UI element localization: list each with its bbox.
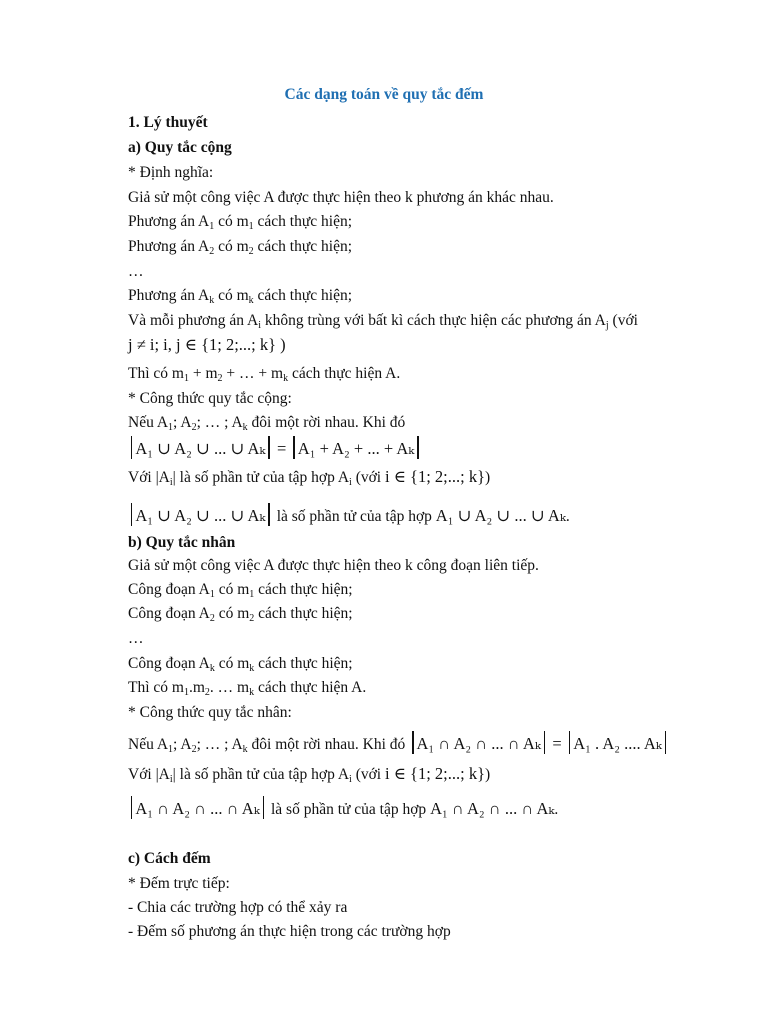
addition-intro: Giả sử một công việc A được thực hiện theo k phương án khác nhau. [128, 189, 554, 206]
multiplication-formula-label: * Công thức quy tắc nhân: [128, 704, 292, 721]
option-line-2: Phương án $A_2$ có $m_2$ cách thực hiện; [128, 238, 352, 257]
multiplication-rule-heading: b) Quy tắc nhân [128, 534, 236, 551]
option-line-k: Phương án $A_k$ có $m_k$ cách thực hiện; [128, 287, 352, 306]
option-line-1: Phương án $A_1$ có $m_1$ cách thực hiện; [128, 213, 352, 232]
counting-step-2: - Đếm số phương án thực hiện trong các trường hợp [128, 923, 451, 940]
addition-formula: A₁ ∪ A₂ ∪ ... ∪ Aₖ = A₁ + A₂ + ... + Aₖ [128, 436, 422, 459]
counting-method-heading: c) Cách đếm [128, 850, 211, 867]
multiplication-intro: Giả sử một công việc A được thực hiện theo k công đoạn liên tiếp. [128, 557, 539, 574]
stage-line-1: Công đoạn $A_1$ có $m_1$ cách thực hiện; [128, 581, 353, 600]
addition-union-count: A₁ ∪ A₂ ∪ ... ∪ Aₖ là số phần tử của tập hợp A₁ ∪ A₂ ∪ ... ∪ Aₖ. [128, 503, 570, 527]
section-theory-heading: 1. Lý thuyết [128, 114, 208, 131]
multiplication-intersection-count: A₁ ∩ A₂ ∩ ... ∩ Aₖ là số phần tử của tập hợp A₁ ∩ A₂ ∩ ... ∩ Aₖ. [128, 796, 558, 820]
condition-line: Và mỗi phương án $A_i$ không trùng với bất kì cách thực hiện các phương án $A_j$ (với [128, 312, 638, 331]
ellipsis-line: … [128, 263, 144, 280]
counting-step-1: - Chia các trường hợp có thể xảy ra [128, 899, 348, 916]
direct-count-label: * Đếm trực tiếp: [128, 875, 230, 892]
addition-total: Thì có $m_1 + m_2$ + … + $m_k$ cách thực hiện A. [128, 365, 401, 384]
addition-rule-heading: a) Quy tắc cộng [128, 139, 232, 156]
stage-line-k: Công đoạn $A_k$ có $m_k$ cách thực hiện; [128, 655, 353, 674]
multiplication-total: Thì có $m_1.m_2$. … $m_k$ cách thực hiện A. [128, 679, 367, 698]
stage-line-2: Công đoạn $A_2$ có $m_2$ cách thực hiện; [128, 605, 353, 624]
ellipsis-line-2: … [128, 630, 144, 647]
multiplication-disjoint-line: Nếu $A_1$; $A_2$; … ; $A_k$ đôi một rời nhau. Khi đó A₁ ∩ A₂ ∩ ... ∩ Aₖ = A₁ . A₂ .... Aₖ [128, 731, 669, 755]
addition-disjoint-line: Nếu $A_1$; $A_2$; … ; $A_k$ đôi một rời nhau. Khi đó [128, 414, 406, 433]
multiplication-cardinality-note: Với $|A_i|$ là số phần tử của tập hợp $A_i$ (với i ∈ {1; 2;...; k}) [128, 764, 491, 785]
page-title: Các dạng toán về quy tắc đếm [284, 86, 484, 103]
definition-label: * Định nghĩa: [128, 164, 214, 181]
addition-cardinality-note: Với $|A_i|$ là số phần tử của tập hợp $A_i$ (với i ∈ {1; 2;...; k}) [128, 467, 491, 488]
condition-set: j ≠ i; i, j ∈ {1; 2;...; k} ) [128, 335, 286, 354]
addition-formula-label: * Công thức quy tắc cộng: [128, 390, 292, 407]
